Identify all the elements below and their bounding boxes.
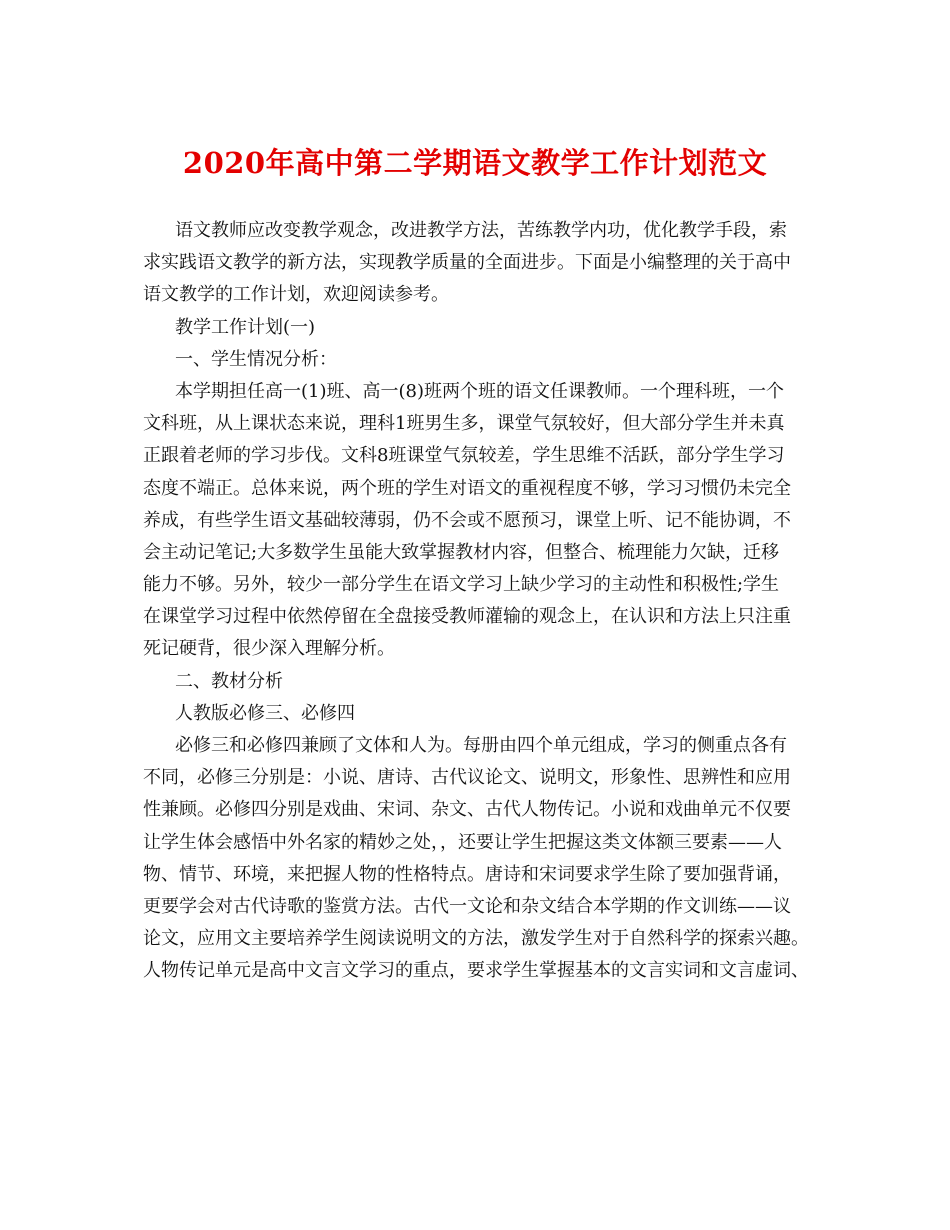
text-line: 求实践语文教学的新方法，实现教学质量的全面进步。下面是小编整理的关于高中 [143, 252, 791, 274]
text-line: 语文教师应改变教学观念，改进教学方法，苦练教学内功，优化教学手段，索 [175, 220, 787, 241]
document-title: 2020年高中第二学期语文教学工作计划范文 [182, 146, 768, 180]
text-line: 能力不够。另外，较少一部分学生在语文学习上缺少学习的主动性和积极性;学生 [143, 574, 780, 596]
text-line: 论文，应用文主要培养学生阅读说明文的方法，激发学生对于自然科学的探索兴趣。 [143, 928, 809, 950]
text-line: 语文教学的工作计划，欢迎阅读参考。 [143, 284, 449, 306]
text-line: 二、教材分析 [175, 670, 283, 692]
text-line: 正跟着老师的学习步伐。文科8班课堂气氛较差，学生思维不活跃，部分学生学习 [143, 445, 785, 467]
text-line: 必修三和必修四兼顾了文体和人为。每册由四个单元组成，学习的侧重点各有 [175, 735, 787, 756]
text-line: 人物传记单元是高中文言文学习的重点，要求学生掌握基本的文言实词和文言虚词、 [143, 960, 809, 982]
text-line: 教学工作计划(一) [175, 316, 316, 338]
text-line: 物、情节、环境，来把握人物的性格特点。唐诗和宋词要求学生除了要加强背诵， [143, 863, 791, 885]
text-line: 态度不端正。总体来说，两个班的学生对语文的重视程度不够，学习习惯仍未完全 [143, 477, 791, 499]
text-line: 文科班，从上课状态来说，理科1班男生多，课堂气氛较好，但大部分学生并未真 [143, 413, 785, 435]
text-line: 在课堂学习过程中依然停留在全盘接受教师灌输的观念上，在认识和方法上只注重 [143, 606, 791, 628]
text-line: 本学期担任高一(1)班、高一(8)班两个班的语文任课教师。一个理科班，一个 [175, 380, 784, 402]
text-line: 更要学会对古代诗歌的鉴赏方法。古代一文论和杂文结合本学期的作文训练——议 [143, 895, 791, 917]
text-line: 性兼顾。必修四分别是戏曲、宋词、杂文、古代人物传记。小说和戏曲单元不仅要 [143, 799, 791, 821]
text-line: 让学生体会感悟中外名家的精妙之处，，还要让学生把握这类文体额三要素——人 [143, 831, 782, 853]
text-line: 会主动记笔记;大多数学生虽能大致掌握教材内容，但整合、梳理能力欠缺，迁移 [143, 541, 780, 563]
document-body [143, 215, 807, 988]
text-line: 一、学生情况分析： [175, 348, 337, 370]
text-line: 不同，必修三分别是：小说、唐诗、古代议论文、说明文，形象性、思辨性和应用 [143, 767, 791, 789]
text-line: 人教版必修三、必修四 [175, 702, 355, 724]
text-line: 死记硬背，很少深入理解分析。 [143, 638, 395, 660]
text-line: 养成，有些学生语文基础较薄弱，仍不会或不愿预习，课堂上听、记不能协调，不 [143, 509, 791, 531]
